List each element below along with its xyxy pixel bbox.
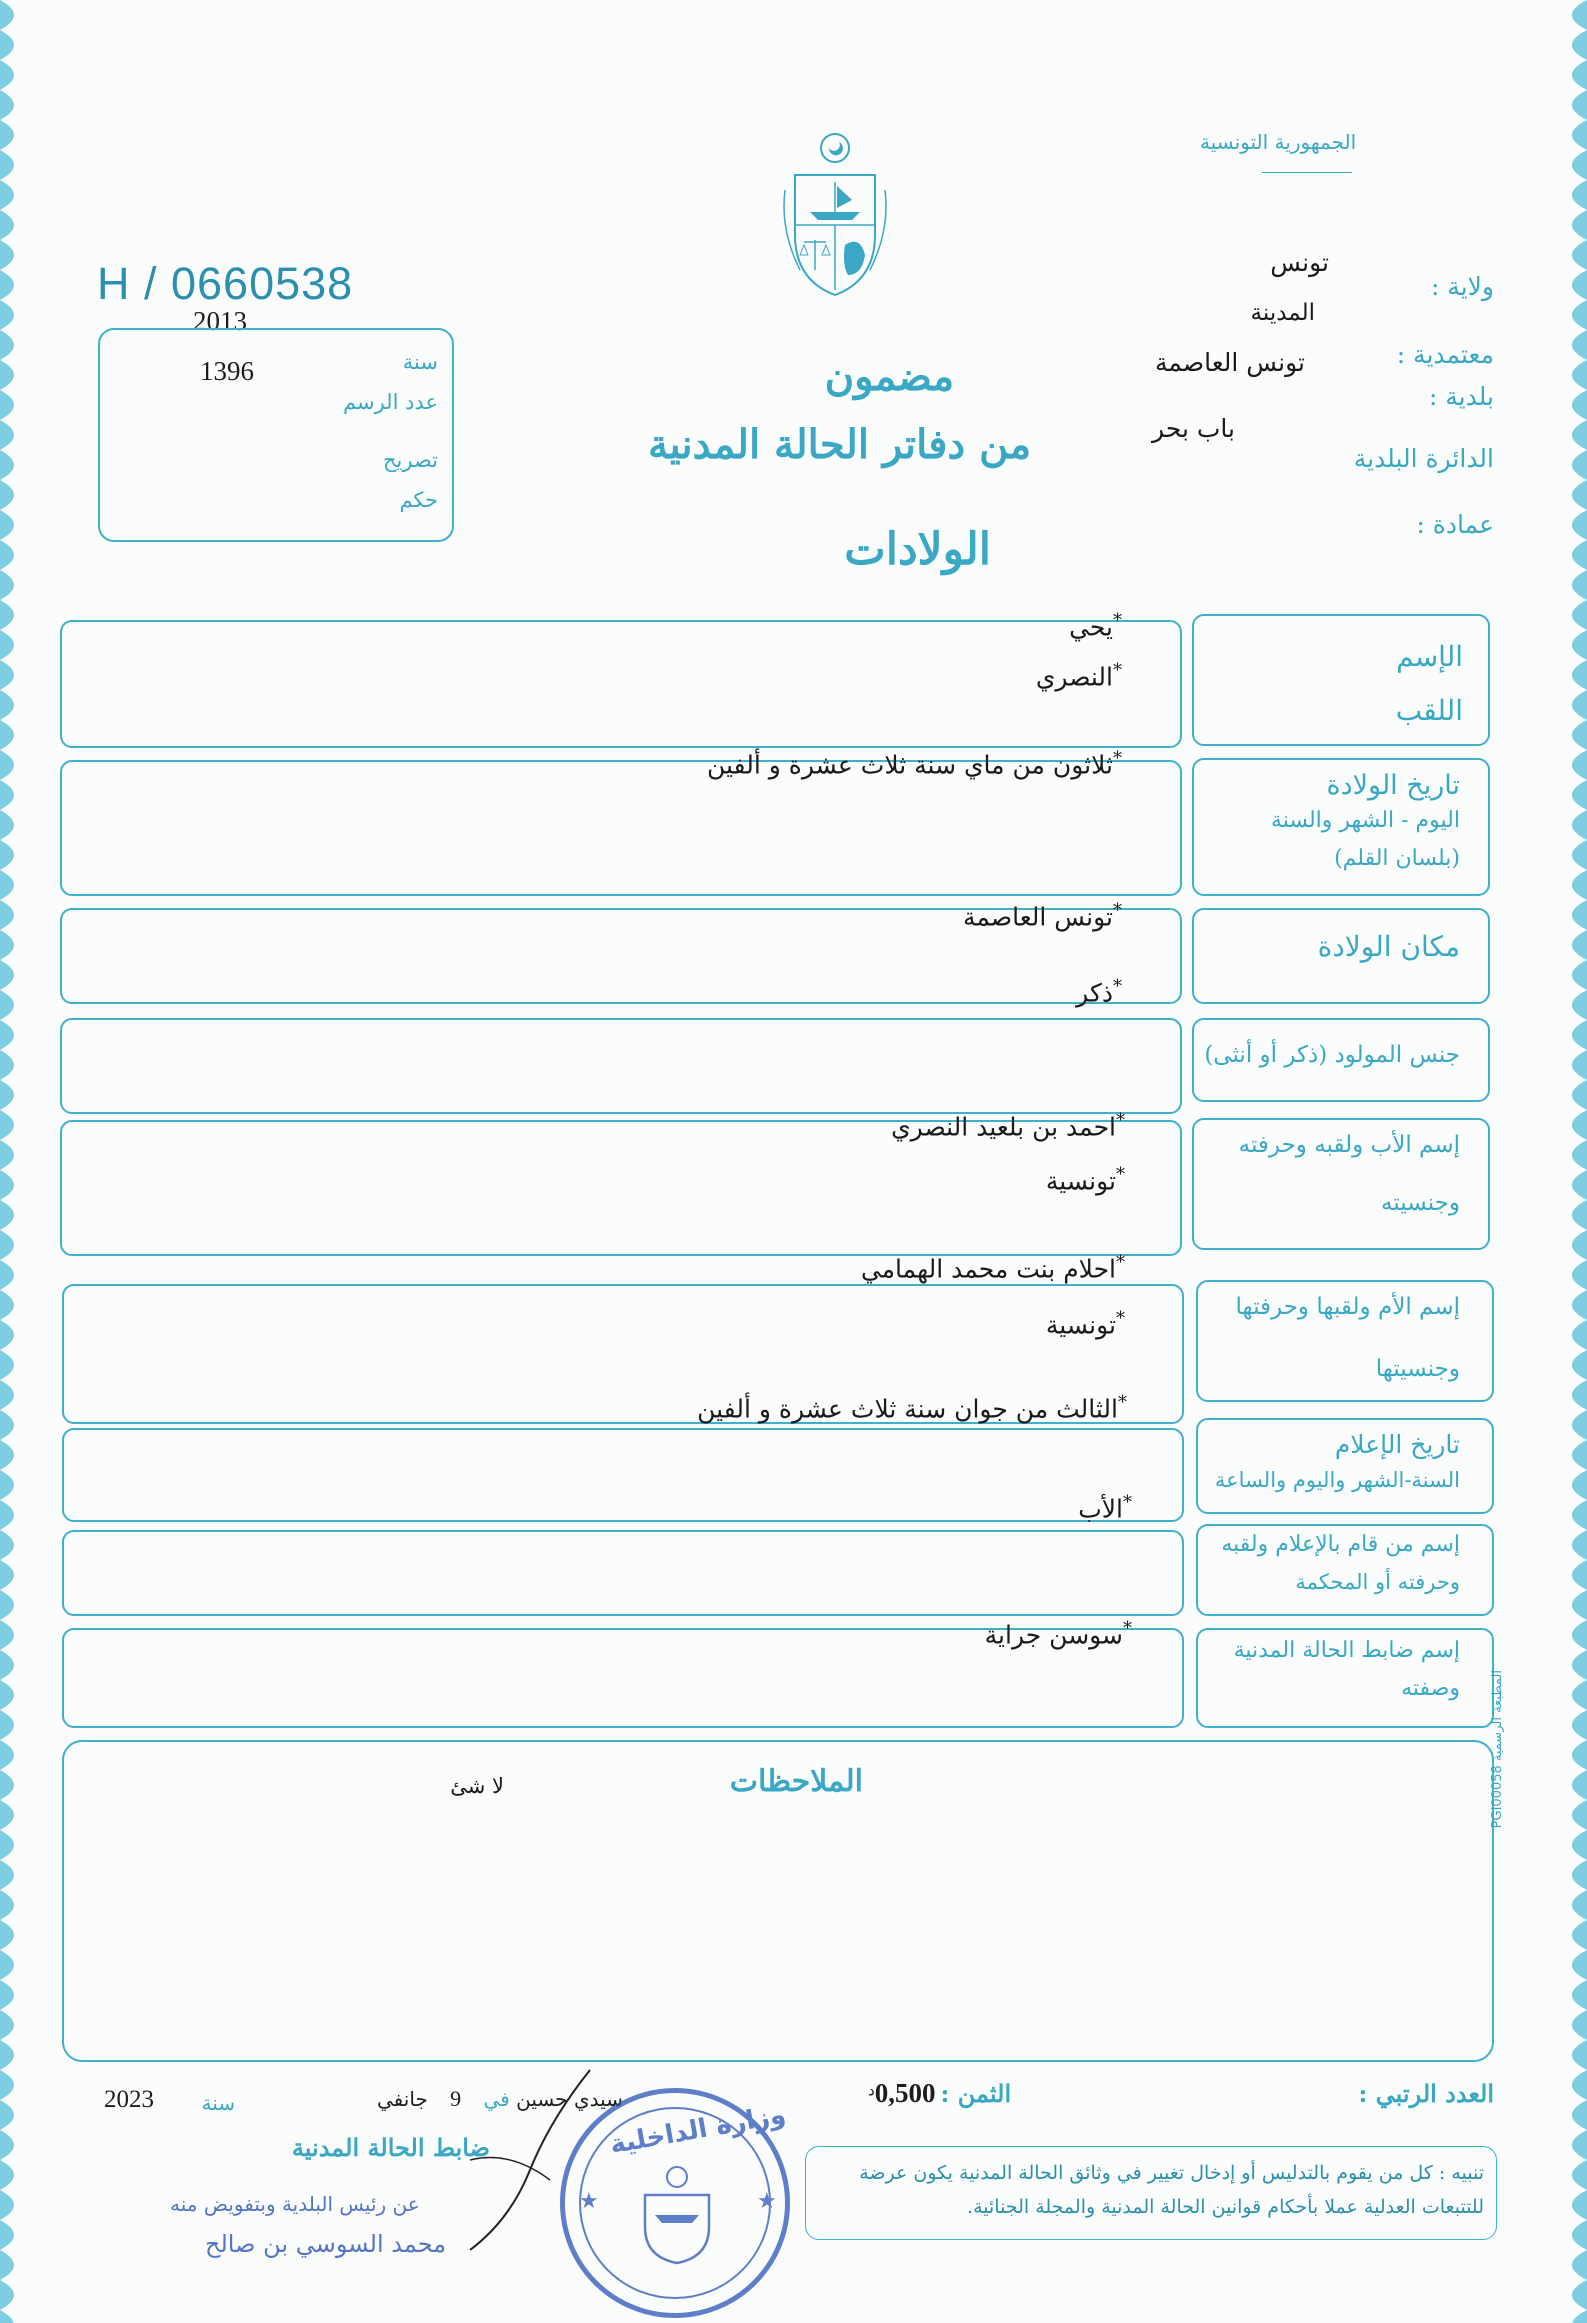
- baladiya-label: بلدية :: [1428, 382, 1494, 411]
- mother-label-line2: وجنسيتها: [1375, 1356, 1460, 1382]
- stamp-emblem-icon: [637, 2165, 717, 2265]
- report-value: *الثالث من جوان سنة ثلاث عشرة و ألفين: [697, 1392, 1127, 1424]
- daira-value: باب بحر: [1152, 414, 1235, 443]
- officer-value: *سوسن جراية: [984, 1618, 1132, 1650]
- issue-place: سيدي حسين: [516, 2087, 623, 2111]
- name-value: *يحي: [1069, 610, 1122, 642]
- report-value-box: [62, 1428, 1184, 1522]
- mutamadiya-value: المدينة: [1250, 300, 1315, 326]
- in-label: في: [483, 2087, 510, 2111]
- report-label-line2: السنة-الشهر واليوم والساعة: [1214, 1468, 1460, 1492]
- sex-value-box: [60, 1018, 1182, 1114]
- father-nationality: *تونسية: [1045, 1164, 1125, 1196]
- signature-line2: محمد السوسي بن صالح: [205, 2230, 447, 2258]
- left-decorative-border: [0, 0, 30, 2323]
- father-label-line1: إسم الأب ولقبه وحرفته: [1238, 1132, 1460, 1158]
- surname-label: اللقب: [1395, 694, 1463, 727]
- title-line3: الولادات: [844, 524, 991, 575]
- reporter-label-line2: وحرفته أو المحكمة: [1295, 1570, 1460, 1594]
- name-value-box: [60, 620, 1182, 748]
- issue-year-label: سنة: [201, 2091, 235, 2115]
- title-line1: مضمون: [824, 353, 954, 400]
- baladiya-value: تونس العاصمة: [1155, 348, 1305, 377]
- price-group: [868, 2078, 1011, 2109]
- mother-value: *احلام بنت محمد الهمامي: [860, 1252, 1125, 1284]
- price-unit: د: [868, 2081, 875, 2100]
- republic-underline: [1262, 172, 1352, 173]
- serial-label: العدد الرتبي :: [1358, 2079, 1494, 2108]
- register-number-label: عدد الرسم: [343, 390, 438, 414]
- wilaya-value: تونس: [1270, 248, 1329, 277]
- dob-label-line1: تاريخ الولادة: [1326, 770, 1460, 801]
- title-line2: من دفاتر الحالة المدنية: [648, 421, 1031, 468]
- printer-mark: المطبعة الرسمية PGI00058: [1490, 1670, 1505, 1829]
- pob-label: مكان الولادة: [1317, 930, 1460, 963]
- officer-label-line2: وصفته: [1401, 1676, 1460, 1701]
- stamp-text: وزارة الداخلية: [607, 2099, 789, 2161]
- signature-line1: عن رئيس البلدية وبتفويض منه: [170, 2192, 420, 2216]
- republic-heading: الجمهورية التونسية: [1200, 130, 1357, 154]
- serial-number: H / 0660538: [97, 258, 354, 309]
- issue-month: جانفي: [377, 2087, 428, 2111]
- certificate-year: 2013: [193, 306, 247, 336]
- dob-label-line3: (بلسان القلم): [1334, 846, 1460, 871]
- father-label-line2: وجنسيته: [1381, 1190, 1460, 1216]
- tunisia-coat-of-arms-icon: [780, 130, 890, 300]
- right-decorative-border: [1557, 0, 1587, 2323]
- declaration-label: تصريح: [382, 448, 438, 472]
- daira-label: الدائرة البلدية: [1353, 444, 1494, 473]
- ruling-label: حكم: [399, 488, 438, 512]
- wilaya-label: ولاية :: [1430, 272, 1494, 301]
- sex-value: *ذكر: [1076, 976, 1122, 1008]
- ministry-stamp-icon: وزارة الداخلية ★ ★: [560, 2088, 790, 2318]
- father-value: *احمد بن بلعيد النصري: [891, 1110, 1125, 1142]
- register-box: [98, 328, 454, 542]
- reporter-label-line1: إسم من قام بالإعلام ولقبه: [1221, 1532, 1460, 1557]
- surname-value: *النصري: [1035, 660, 1122, 692]
- name-label: الإسم: [1396, 640, 1463, 673]
- notes-label: الملاحظات: [729, 1764, 863, 1799]
- warning-text: تنبيه : كل من يقوم بالتدليس أو إدخال تغيير في وثائق الحالة المدنية يكون عرضة للتتبعات العدلية عملا بأحكام قوانين الحالة المدنية والمجلة الجنائية.: [859, 2162, 1484, 2218]
- dob-value-box: [60, 760, 1182, 896]
- dob-value: *ثلاثون من ماي سنة ثلاث عشرة و ألفين: [706, 748, 1122, 780]
- price-value: 0,500: [874, 2078, 936, 2108]
- notes-value: لا شئ: [450, 1774, 504, 1798]
- issue-year: 2023: [104, 2086, 154, 2113]
- omada-label: عمادة :: [1416, 510, 1494, 539]
- dob-label-line2: اليوم - الشهر والسنة: [1270, 808, 1460, 833]
- officer-title: ضابط الحالة المدنية: [291, 2133, 490, 2162]
- officer-label-line1: إسم ضابط الحالة المدنية: [1233, 1638, 1460, 1663]
- price-label: الثمن :: [940, 2079, 1012, 2108]
- register-year-label: سنة: [402, 350, 438, 374]
- reporter-value-box: [62, 1530, 1184, 1616]
- sex-label: جنس المولود (ذكر أو أنثى): [1204, 1042, 1460, 1068]
- mother-nationality: *تونسية: [1045, 1308, 1125, 1340]
- reporter-value: *الأب: [1078, 1492, 1132, 1524]
- mother-label-line1: إسم الأم ولقبها وحرفتها: [1235, 1294, 1460, 1320]
- register-number: 1396: [200, 356, 254, 386]
- pob-value: *تونس العاصمة: [963, 900, 1122, 932]
- report-label-line1: تاريخ الإعلام: [1334, 1430, 1460, 1459]
- issue-day: 9: [450, 2086, 462, 2111]
- mutamadiya-label: معتمدية :: [1396, 340, 1494, 369]
